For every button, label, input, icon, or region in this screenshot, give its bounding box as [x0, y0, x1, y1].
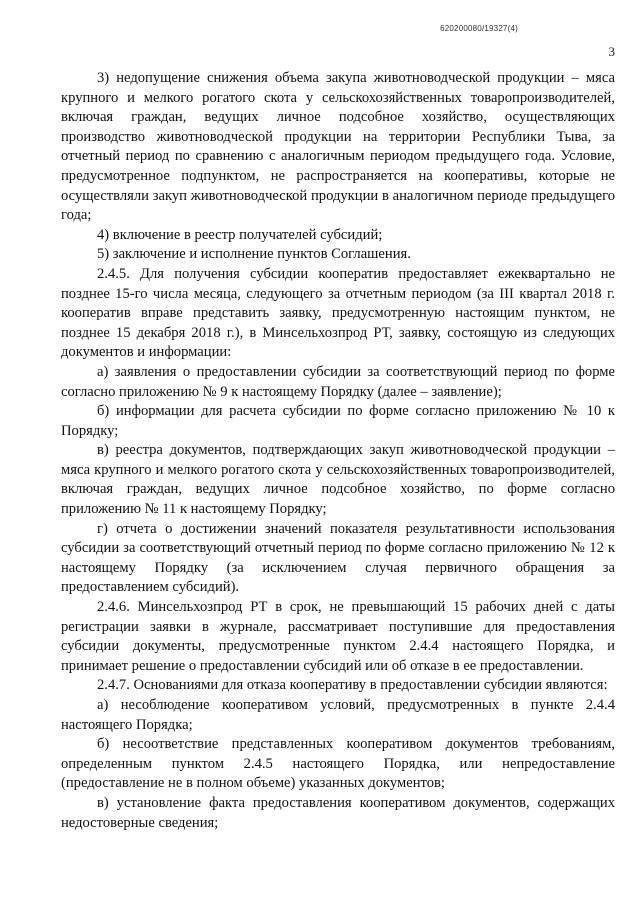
- page-number: 3: [608, 44, 615, 59]
- document-body: [61, 69, 615, 833]
- document-number: 620200080/19327(4): [440, 24, 518, 33]
- paragraph-2-4-6: 2.4.6. Минсельхозпрод РТ в срок, не превышающий 15 рабочих дней с даты регистрации заявки в журнале, рассматривает поступившие для предоставления субсидии документы, предусмотренные пунктом 2.4.4 настоящего Порядка, и принимает решение о предоставлении субсидий или об отказе в ее предоставлении.: [61, 599, 615, 674]
- paragraph-2-4-5-g: г) отчета о достижении значений показателя результативности использования субсидии за соответствующий отчетный период по форме согласно приложению № 12 к настоящему Порядку (за исключением случая первичного обращения за предоставлением субсидий).: [61, 520, 615, 596]
- paragraph-2-4-5-b: б) информации для расчета субсидии по форме согласно приложению № 10 к Порядку;: [61, 403, 615, 439]
- paragraph-item-3: 3) недопущение снижения объема закупа животноводческой продукции – мяса крупного и мелкого рогатого скота у сельскохозяйственных товаропроизводителей, включая граждан, ведущих личное подсобное хозяйство, осуществляющих производство животноводческой продукции на территории Республики Тыва, за отчетный период по сравнению с аналогичным периодом предыдущего года. Условие, предусмотренное подпунктом, не распространяется на кооперативы, которые не осуществляли закуп животноводческой продукции в аналогичном периоде предыдущего года;: [61, 70, 615, 224]
- paragraph-item-4: 4) включение в реестр получателей субсидий;: [97, 226, 383, 243]
- paragraph-2-4-7-a: а) несоблюдение кооперативом условий, предусмотренных в пункте 2.4.4 настоящего Порядка;: [61, 697, 615, 733]
- paragraph-2-4-5: 2.4.5. Для получения субсидии кооператив предоставляет ежеквартально не позднее 15-го числа месяца, следующего за отчетным периодом (за III квартал 2018 г. кооператив вправе представить заявку, предусмотренную настоящим пунктом, не позднее 15 декабря 2018 г.), в Минсельхозпрод РТ, заявку, состоящую из следующих документов и информации:: [61, 265, 615, 361]
- paragraph-item-5: 5) заключение и исполнение пунктов Соглашения.: [97, 246, 411, 263]
- paragraph-2-4-5-v: в) реестра документов, подтверждающих закуп животноводческой продукции – мяса крупного и мелкого рогатого скота у сельскохозяйственных товаропроизводителей, включая граждан, ведущих личное подсобное хозяйство, по форме согласно приложению № 11 к настоящему Порядку;: [61, 442, 615, 518]
- paragraph-2-4-7: 2.4.7. Основаниями для отказа кооперативу в предоставлении субсидии являются:: [97, 677, 608, 694]
- paragraph-2-4-7-v: в) установление факта предоставления кооперативом документов, содержащих недостоверные сведения;: [61, 794, 615, 831]
- paragraph-2-4-5-a: а) заявления о предоставлении субсидии за соответствующий период по форме согласно приложению № 9 к настоящему Порядку (далее – заявление);: [61, 363, 615, 400]
- paragraph-2-4-7-b: б) несоответствие представленных кооперативом документов требованиям, определенным пунктом 2.4.5 настоящего Порядка, или непредоставление (предоставление не в полном объеме) указанных документов;: [61, 736, 615, 792]
